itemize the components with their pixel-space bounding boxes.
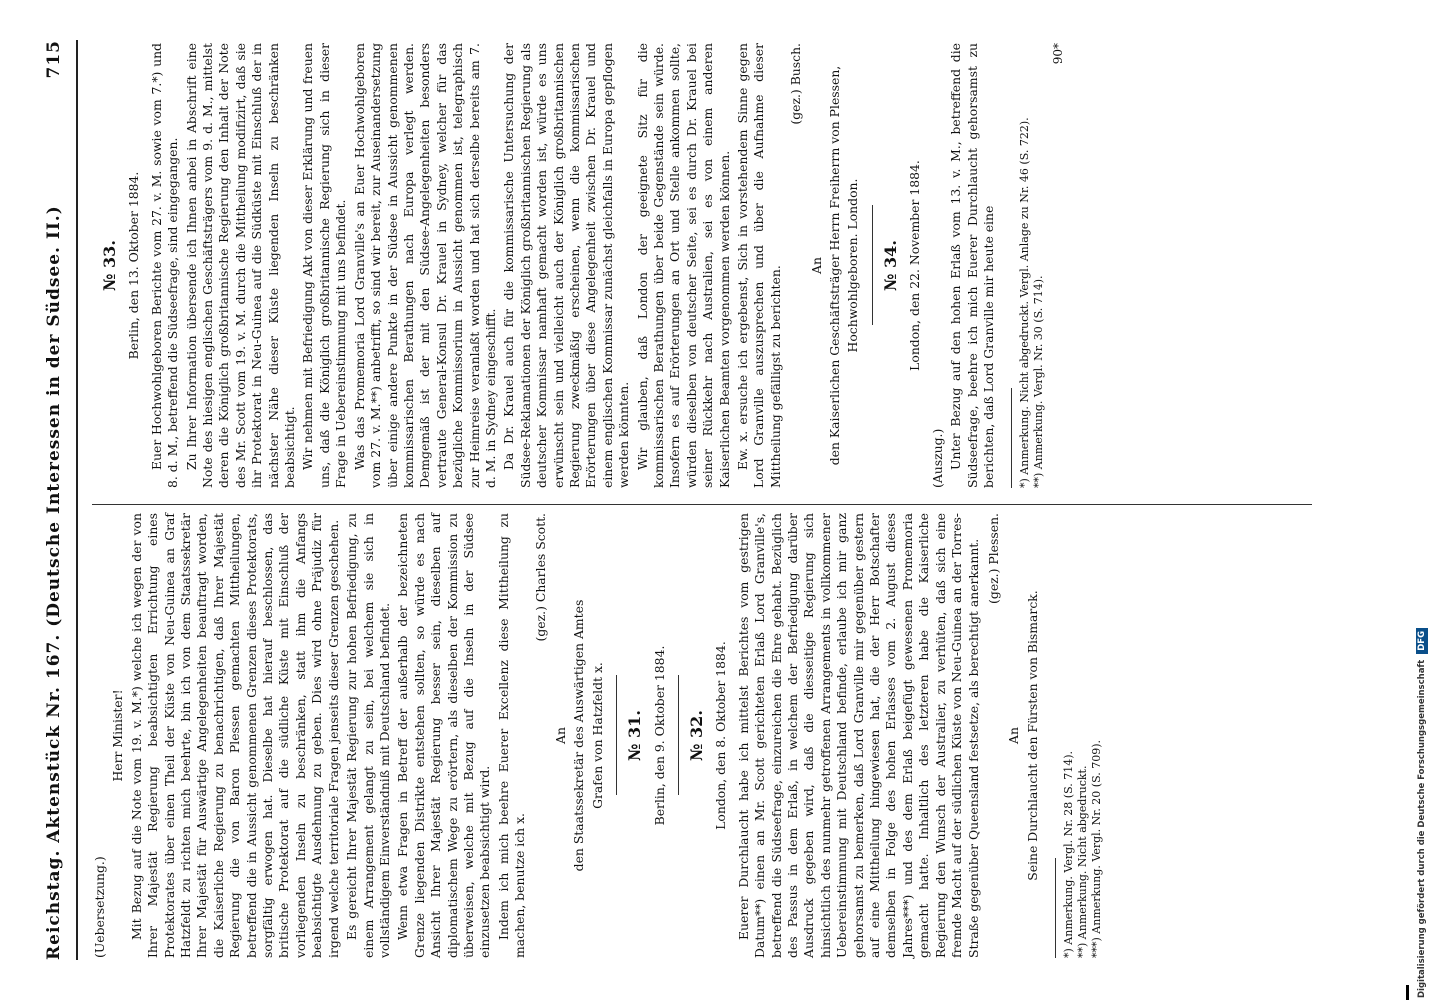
- excerpt-note: (Auszug.): [929, 428, 945, 488]
- paragraph: Unter Bezug auf den hohen Erlaß vom 13. v. M., betreffend die Südseefrage, beehre ich mich Euerer Durchlaucht gehorsamst zu berichten, daß Lord Granville mir heute eine: [948, 43, 996, 488]
- addressee-line: An: [1006, 727, 1022, 744]
- addressee-line: An: [552, 727, 568, 744]
- credit-text: Digitalisierung gefördert durch die Deutsche Forschungsgemeinschaft: [1417, 659, 1427, 998]
- running-header: [44, 40, 74, 960]
- footnote: **) Anmerkung. Nicht abgedruckt.: [1076, 765, 1090, 958]
- paragraph: Mit Bezug auf die Note vom 19. v. M.*) welche ich wegen der von Ihrer Majestät Regierung beabsichtigten Errichtung eines Protektorates über einen Theil der Küste von Neu-Guinea an Graf Hatzfeldt zu richten mich beehrte, bin ich von dem Staatssekretär Ihrer Majestät für Auswärtige Angelegenheiten beauftragt worden, die Kaiserliche Regierung zu benachrichtigen, daß Ihrer Majestät Regierung die von Baron Plessen gemachten Mittheilungen, betreffend die in Aussicht genommenen Grenzen dieses Protektorats, sorgfältig erwogen hat. Dieselbe hat hierauf beschlossen, das britische Protektorat auf die südliche Küste mit Einschluß der vorliegenden Inseln zu beschränken, statt ihm die Anfangs beabsichtigte Ausdehnung zu geben. Dies wird ohne Präjudiz für irgend welche territoriale Fragen jenseits dieser Grenzen geschehen.: [128, 513, 341, 958]
- addressee-line: den Staatssekretär des Auswärtigen Amtes: [571, 599, 587, 872]
- column-divider: [92, 504, 1312, 505]
- dfg-logo: DFG: [1416, 628, 1428, 654]
- document-number: № 33.: [100, 240, 119, 291]
- signature-mark: 90*: [1051, 43, 1066, 65]
- header-rule: [76, 40, 78, 960]
- separator-rule: [616, 676, 617, 796]
- separator-rule: [678, 676, 679, 796]
- paragraph: Was das Promemoria Lord Granville's an Euer Hochwohlgeboren vom 27. v. M.**) anbetrifft, so sind wir bereit, zur Auseinandersetzung über einige andere Punkte in der Südsee in Aussicht genommenen kommissarischen Berathungen nach Europa verlegt werden. Demgemäß ist der mit den Südsee-Angelegenheiten besonders vertraute General-Konsul Dr. Krauel in Sydney, welcher für das bezügliche Kommissorium in Aussicht genommen ist, telegraphisch zur Heimreise veranlaßt worden und hat sich derselbe bereits am 7. d. M. in Sydney eingeschifft.: [351, 43, 498, 488]
- paragraph: Euer Hochwohlgeboren Berichte vom 27. v. M. sowie vom 7.*) und 8. d. M., betreffend die Südseefrage, sind eingegangen.: [148, 43, 181, 488]
- signature: (gez.) Plessen.: [985, 513, 1001, 604]
- footnote: ***) Anmerkung. Vergl. Nr. 20 (S. 709).: [1090, 739, 1104, 958]
- right-column: [92, 43, 1069, 488]
- scan-edge-mark: [1406, 985, 1409, 1000]
- footnote: **) Anmerkung. Vergl. Nr. 30 (S. 714).: [1032, 275, 1046, 488]
- document-number: № 32.: [687, 710, 706, 761]
- header-title: Reichstag. Aktenstück Nr. 167. (Deutsche Interessen in der Südsee. II.): [44, 205, 64, 960]
- addressee-line: Grafen von Hatzfeldt x.: [589, 662, 605, 809]
- paragraph: Da Dr. Krauel auch für die kommissarische Untersuchung der Südsee-Reklamationen der Königlich großbritannischen Regierung als deutscher Kommissar namhaft gemacht worden ist, würde es uns erwünscht sein und vielleicht auch der Königlich großbritannischen Regierung zweckmäßig erscheinen, wenn die kommissarischen Erörterungen über diese Angelegenheit zwischen Dr. Krauel und einem englischen Kommissar zunächst gleichfalls in Europa gepflogen werden könnten.: [501, 43, 632, 488]
- place-date: London, den 22. November 1884.: [907, 160, 923, 371]
- digitization-credit: [1412, 0, 1432, 1000]
- document-number: № 31.: [625, 710, 645, 761]
- signature: (gez.) Busch.: [788, 43, 804, 125]
- left-column: [92, 513, 1104, 958]
- separator-rule: [872, 206, 873, 326]
- paragraph: Wenn etwa Fragen in Betreff der außerhalb der bezeichneten Grenze liegenden Distrikte entstehen sollten, so würde es nach Ansicht Ihrer Majestät Regierung besser sein, dieselben auf diplomatischem Wege zu erörtern, als dieselben der Kommission zu überweisen, welche mit Bezug auf die Inseln in der Südsee einzusetzen beabsichtigt wird.: [395, 513, 493, 958]
- footnote: *) Anmerkung. Vergl. Nr. 28 (S. 714).: [1062, 750, 1076, 958]
- place-date: Berlin, den 9. Oktober 1884.: [651, 645, 667, 826]
- salutation: Herr Minister!: [110, 689, 126, 782]
- footnote-rule: [1011, 388, 1012, 488]
- signature: (gez.) Charles Scott.: [532, 513, 548, 642]
- addressee-line: Hochwohlgeboren. London.: [845, 178, 861, 353]
- paragraph: Wir glauben, daß London der geeignete Sitz für die kommissarischen Berathungen über beide Gegenstände sein würde. Insofern es auf Erörterungen an Ort und Stelle ankommen sollte, würden dieselben von deutscher Seite, sei es durch Dr. Krauel bei seiner Rückkehr nach Australien, sei es von einem anderen Kaiserlichen Beamten vorgenommen werden können.: [634, 43, 732, 488]
- addressee-line: den Kaiserlichen Geschäftsträger Herrn Freiherrn von Plessen,: [827, 65, 843, 466]
- paragraph: Indem ich mich beehre Euerer Excellenz diese Mittheilung zu machen, benutze ich x.: [495, 513, 528, 958]
- translation-note: (Uebersetzung.): [92, 856, 107, 958]
- page-number: 715: [44, 40, 64, 79]
- footnote: *) Anmerkung. Nicht abgedruckt. Vergl. Anlage zu Nr. 46 (S. 722).: [1018, 117, 1032, 488]
- paragraph: Es gereicht Ihrer Majestät Regierung zur hohen Befriedigung, zu einem Arrangement gelangt zu sein, bei welchem sie sich in vollständigem Einverständniß mit Deutschland befindet.: [344, 513, 392, 958]
- paragraph: Ew. x. ersuche ich ergebenst, Sich in vorstehendem Sinne gegen Lord Granville auszusprechen und über die Aufnahme dieser Mittheilung gefälligst zu berichten.: [735, 43, 783, 488]
- footnote-rule: [1055, 858, 1056, 958]
- paragraph: Euerer Durchlaucht habe ich mittelst Berichtes vom gestrigen Datum**) einen an Mr. Scott gerichteten Erlaß Lord Granville's, betreffend die Südseefrage, einzureichen die Ehre gehabt. Bezüglich des Passus in dem Erlaß, in welchem der Befriedigung darüber Ausdruck gegeben wird, daß die diesseitige Regierung sich hinsichtlich des nunmehr getroffenen Arrangements in vollkommener Uebereinstimmung mit Deutschland befinde, erlaube ich mir ganz gehorsamst zu bemerken, daß Lord Granville mir gegenüber gestern auf eine Mittheilung hingewiesen hat, die der Herr Botschafter demselben in Folge des hohen Erlasses vom 2. August dieses Jahres***) und des dem Erlaß beigefügt gewesenen Promemoria gemacht hatte. Inhaltlich des letzteren habe die Kaiserliche Regierung den Wunsch der Australier, zu verhüten, daß sich eine fremde Macht auf der südlichen Küste von Neu-Guinea an der Torres-Straße gegenüber Queensland festsetze, als berechtigt anerkannt.: [735, 513, 981, 958]
- place-date: Berlin, den 13. Oktober 1884.: [126, 171, 142, 360]
- document-number: № 34.: [880, 240, 900, 291]
- addressee-line: Seine Durchlaucht den Fürsten von Bismarck.: [1024, 590, 1040, 881]
- addressee-line: An: [808, 257, 824, 274]
- place-date: London, den 8. Oktober 1884.: [713, 641, 729, 830]
- paragraph: Zu Ihrer Information übersende ich Ihnen anbei in Abschrift eine Note des hiesigen englischen Geschäftsträgers vom 9. d. M., mittelst deren die Königlich großbritannische Regierung den Inhalt der Note des Mr. Scott vom 19. v. M. durch die Mittheilung modifizirt, daß sie ihr Protektorat in Neu-Guinea auf die Südküste mit Einschluß der in nächster Nähe dieser Küste liegenden Inseln zu beschränken beabsichtigt.: [183, 43, 298, 488]
- paragraph: Wir nehmen mit Befriedigung Akt von dieser Erklärung und freuen uns, daß die Königlich großbritannische Regierung sich in dieser Frage in Uebereinstimmung mit uns befindet.: [300, 43, 349, 488]
